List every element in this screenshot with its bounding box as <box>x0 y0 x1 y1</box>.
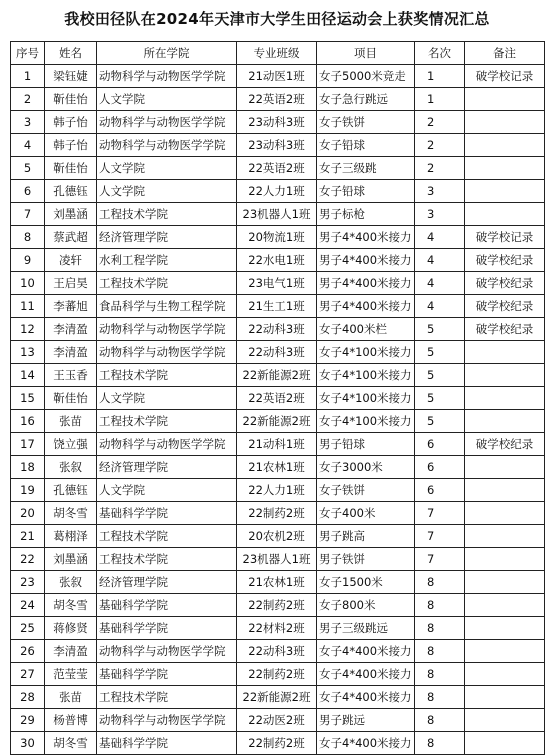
cell-index: 9 <box>11 249 45 272</box>
cell-event: 男子跳远 <box>317 709 415 732</box>
cell-class: 22动科3班 <box>237 341 317 364</box>
table-row <box>11 111 545 134</box>
cell-class: 22制药2班 <box>237 732 317 755</box>
cell-college: 人文学院 <box>97 180 237 203</box>
cell-name: 靳佳怡 <box>45 387 97 410</box>
cell-name: 靳佳怡 <box>45 88 97 111</box>
cell-rank: 8 <box>415 617 465 640</box>
cell-event: 男子4*400米接力 <box>317 226 415 249</box>
table-row <box>11 502 545 525</box>
cell-class: 20物流1班 <box>237 226 317 249</box>
cell-name: 李清盈 <box>45 318 97 341</box>
cell-event: 女子1500米 <box>317 571 415 594</box>
header-event: 项目 <box>317 42 415 65</box>
cell-event: 女子4*100米接力 <box>317 410 415 433</box>
awards-table <box>10 41 545 755</box>
cell-name: 蒋修贤 <box>45 617 97 640</box>
cell-note: 破学校纪录 <box>465 272 545 295</box>
table-row <box>11 709 545 732</box>
cell-index: 1 <box>11 65 45 88</box>
cell-class: 22新能源2班 <box>237 686 317 709</box>
cell-note <box>465 410 545 433</box>
cell-event: 女子4*400米接力 <box>317 686 415 709</box>
table-row <box>11 410 545 433</box>
cell-rank: 6 <box>415 433 465 456</box>
cell-index: 7 <box>11 203 45 226</box>
cell-class: 22动科3班 <box>237 318 317 341</box>
cell-note: 破学校记录 <box>465 226 545 249</box>
table-row <box>11 295 545 318</box>
cell-event: 男子铅球 <box>317 433 415 456</box>
cell-note <box>465 686 545 709</box>
cell-name: 刘墨涵 <box>45 203 97 226</box>
cell-class: 23机器人1班 <box>237 203 317 226</box>
cell-rank: 8 <box>415 709 465 732</box>
cell-event: 女子4*400米接力 <box>317 732 415 755</box>
cell-rank: 5 <box>415 410 465 433</box>
cell-name: 李清盈 <box>45 640 97 663</box>
cell-event: 女子3000米 <box>317 456 415 479</box>
cell-name: 王玉香 <box>45 364 97 387</box>
table-row <box>11 341 545 364</box>
cell-note <box>465 525 545 548</box>
cell-index: 19 <box>11 479 45 502</box>
cell-college: 人文学院 <box>97 387 237 410</box>
cell-class: 23动科3班 <box>237 111 317 134</box>
cell-rank: 8 <box>415 732 465 755</box>
cell-class: 22新能源2班 <box>237 364 317 387</box>
cell-name: 饶立强 <box>45 433 97 456</box>
cell-index: 17 <box>11 433 45 456</box>
table-row <box>11 134 545 157</box>
cell-rank: 8 <box>415 686 465 709</box>
table-row <box>11 387 545 410</box>
cell-index: 25 <box>11 617 45 640</box>
cell-name: 杨普博 <box>45 709 97 732</box>
cell-event: 女子400米栏 <box>317 318 415 341</box>
cell-note: 破学校纪录 <box>465 249 545 272</box>
cell-name: 张苗 <box>45 686 97 709</box>
cell-event: 女子4*400米接力 <box>317 663 415 686</box>
cell-rank: 5 <box>415 387 465 410</box>
cell-college: 动物科学与动物医学学院 <box>97 640 237 663</box>
cell-rank: 1 <box>415 88 465 111</box>
cell-college: 工程技术学院 <box>97 525 237 548</box>
cell-index: 29 <box>11 709 45 732</box>
cell-college: 工程技术学院 <box>97 548 237 571</box>
cell-college: 经济管理学院 <box>97 456 237 479</box>
table-row <box>11 157 545 180</box>
cell-class: 22英语2班 <box>237 88 317 111</box>
cell-college: 工程技术学院 <box>97 203 237 226</box>
cell-class: 22制药2班 <box>237 663 317 686</box>
table-row <box>11 249 545 272</box>
cell-rank: 7 <box>415 525 465 548</box>
cell-note: 破学校纪录 <box>465 295 545 318</box>
cell-index: 24 <box>11 594 45 617</box>
cell-note <box>465 709 545 732</box>
cell-note <box>465 640 545 663</box>
cell-note <box>465 180 545 203</box>
cell-index: 14 <box>11 364 45 387</box>
cell-name: 刘墨涵 <box>45 548 97 571</box>
cell-rank: 8 <box>415 640 465 663</box>
cell-rank: 6 <box>415 456 465 479</box>
header-class: 专业班级 <box>237 42 317 65</box>
cell-note: 破学校纪录 <box>465 433 545 456</box>
cell-note <box>465 617 545 640</box>
cell-event: 女子800米 <box>317 594 415 617</box>
cell-index: 30 <box>11 732 45 755</box>
cell-index: 13 <box>11 341 45 364</box>
cell-name: 孔德钰 <box>45 180 97 203</box>
cell-college: 经济管理学院 <box>97 226 237 249</box>
cell-index: 23 <box>11 571 45 594</box>
cell-college: 基础科学学院 <box>97 502 237 525</box>
cell-event: 女子铁饼 <box>317 479 415 502</box>
cell-note <box>465 157 545 180</box>
cell-name: 胡冬雪 <box>45 594 97 617</box>
cell-class: 22制药2班 <box>237 502 317 525</box>
cell-college: 基础科学学院 <box>97 732 237 755</box>
cell-college: 基础科学学院 <box>97 663 237 686</box>
cell-event: 女子5000米竞走 <box>317 65 415 88</box>
cell-note <box>465 548 545 571</box>
cell-rank: 2 <box>415 111 465 134</box>
cell-event: 男子标枪 <box>317 203 415 226</box>
table-row <box>11 433 545 456</box>
cell-index: 27 <box>11 663 45 686</box>
cell-note <box>465 364 545 387</box>
cell-rank: 1 <box>415 65 465 88</box>
cell-note <box>465 111 545 134</box>
cell-rank: 4 <box>415 249 465 272</box>
cell-rank: 5 <box>415 341 465 364</box>
cell-event: 女子4*100米接力 <box>317 387 415 410</box>
cell-name: 孔德钰 <box>45 479 97 502</box>
cell-index: 11 <box>11 295 45 318</box>
cell-note: 破学校记录 <box>465 65 545 88</box>
cell-name: 范莹莹 <box>45 663 97 686</box>
table-row <box>11 663 545 686</box>
cell-rank: 7 <box>415 502 465 525</box>
cell-event: 女子4*100米接力 <box>317 341 415 364</box>
cell-note <box>465 479 545 502</box>
table-row <box>11 272 545 295</box>
cell-note <box>465 341 545 364</box>
cell-index: 20 <box>11 502 45 525</box>
cell-college: 工程技术学院 <box>97 686 237 709</box>
cell-name: 李清盈 <box>45 341 97 364</box>
cell-college: 经济管理学院 <box>97 571 237 594</box>
cell-rank: 3 <box>415 180 465 203</box>
cell-class: 21动科1班 <box>237 433 317 456</box>
table-body <box>11 65 545 755</box>
cell-event: 女子三级跳 <box>317 157 415 180</box>
cell-note <box>465 134 545 157</box>
header-rank: 名次 <box>415 42 465 65</box>
cell-class: 23机器人1班 <box>237 548 317 571</box>
cell-event: 男子4*400米接力 <box>317 272 415 295</box>
cell-class: 23动科3班 <box>237 134 317 157</box>
cell-rank: 4 <box>415 272 465 295</box>
table-row <box>11 686 545 709</box>
table-row <box>11 180 545 203</box>
cell-name: 靳佳怡 <box>45 157 97 180</box>
document-title: 我校田径队在2024年天津市大学生田径运动会上获奖情况汇总 <box>64 10 490 28</box>
cell-college: 水利工程学院 <box>97 249 237 272</box>
cell-class: 22动医2班 <box>237 709 317 732</box>
cell-college: 食品科学与生物工程学院 <box>97 295 237 318</box>
cell-event: 女子铁饼 <box>317 111 415 134</box>
cell-college: 工程技术学院 <box>97 272 237 295</box>
cell-class: 21农林1班 <box>237 456 317 479</box>
cell-index: 8 <box>11 226 45 249</box>
cell-name: 韩子怡 <box>45 111 97 134</box>
cell-note <box>465 732 545 755</box>
cell-college: 基础科学学院 <box>97 617 237 640</box>
cell-note <box>465 502 545 525</box>
cell-college: 人文学院 <box>97 88 237 111</box>
header-note: 备注 <box>465 42 545 65</box>
cell-college: 动物科学与动物医学学院 <box>97 65 237 88</box>
cell-class: 22英语2班 <box>237 157 317 180</box>
table-row <box>11 640 545 663</box>
cell-index: 3 <box>11 111 45 134</box>
cell-name: 张苗 <box>45 410 97 433</box>
cell-note <box>465 88 545 111</box>
cell-index: 6 <box>11 180 45 203</box>
cell-rank: 4 <box>415 295 465 318</box>
cell-index: 22 <box>11 548 45 571</box>
cell-class: 22人力1班 <box>237 479 317 502</box>
cell-class: 21动医1班 <box>237 65 317 88</box>
cell-index: 26 <box>11 640 45 663</box>
cell-note <box>465 387 545 410</box>
cell-class: 21生工1班 <box>237 295 317 318</box>
cell-college: 动物科学与动物医学学院 <box>97 134 237 157</box>
cell-index: 12 <box>11 318 45 341</box>
cell-name: 张叙 <box>45 456 97 479</box>
cell-name: 胡冬雪 <box>45 502 97 525</box>
cell-rank: 2 <box>415 157 465 180</box>
cell-index: 5 <box>11 157 45 180</box>
cell-class: 22动科3班 <box>237 640 317 663</box>
cell-class: 20农机2班 <box>237 525 317 548</box>
cell-index: 18 <box>11 456 45 479</box>
cell-index: 15 <box>11 387 45 410</box>
cell-rank: 8 <box>415 663 465 686</box>
table-row <box>11 479 545 502</box>
cell-rank: 4 <box>415 226 465 249</box>
cell-class: 22材料2班 <box>237 617 317 640</box>
cell-note <box>465 456 545 479</box>
cell-college: 人文学院 <box>97 479 237 502</box>
cell-class: 21农林1班 <box>237 571 317 594</box>
cell-college: 动物科学与动物医学学院 <box>97 709 237 732</box>
cell-event: 女子4*400米接力 <box>317 640 415 663</box>
header-row <box>11 42 545 65</box>
cell-index: 4 <box>11 134 45 157</box>
cell-event: 男子三级跳远 <box>317 617 415 640</box>
table-row <box>11 571 545 594</box>
cell-rank: 8 <box>415 571 465 594</box>
table-header <box>11 42 545 65</box>
table-row <box>11 226 545 249</box>
table-row <box>11 594 545 617</box>
cell-event: 女子铅球 <box>317 134 415 157</box>
table-row <box>11 203 545 226</box>
header-name: 姓名 <box>45 42 97 65</box>
cell-rank: 5 <box>415 318 465 341</box>
header-college: 所在学院 <box>97 42 237 65</box>
cell-name: 葛栩泽 <box>45 525 97 548</box>
cell-name: 李蕃旭 <box>45 295 97 318</box>
cell-class: 22英语2班 <box>237 387 317 410</box>
cell-event: 女子4*100米接力 <box>317 364 415 387</box>
table-row <box>11 548 545 571</box>
cell-name: 梁钰婕 <box>45 65 97 88</box>
cell-event: 男子铁饼 <box>317 548 415 571</box>
table-row <box>11 65 545 88</box>
cell-index: 2 <box>11 88 45 111</box>
cell-event: 男子4*400米接力 <box>317 249 415 272</box>
table-row <box>11 617 545 640</box>
cell-college: 基础科学学院 <box>97 594 237 617</box>
cell-note <box>465 571 545 594</box>
cell-index: 28 <box>11 686 45 709</box>
cell-college: 动物科学与动物医学学院 <box>97 111 237 134</box>
cell-event: 男子4*400米接力 <box>317 295 415 318</box>
cell-note <box>465 203 545 226</box>
cell-class: 22水电1班 <box>237 249 317 272</box>
cell-rank: 6 <box>415 479 465 502</box>
cell-name: 凌轩 <box>45 249 97 272</box>
cell-note <box>465 663 545 686</box>
cell-class: 22新能源2班 <box>237 410 317 433</box>
cell-name: 张叙 <box>45 571 97 594</box>
cell-rank: 3 <box>415 203 465 226</box>
cell-rank: 7 <box>415 548 465 571</box>
cell-name: 蔡武超 <box>45 226 97 249</box>
cell-index: 21 <box>11 525 45 548</box>
cell-name: 胡冬雪 <box>45 732 97 755</box>
table-row <box>11 525 545 548</box>
cell-index: 10 <box>11 272 45 295</box>
cell-college: 工程技术学院 <box>97 410 237 433</box>
cell-class: 22人力1班 <box>237 180 317 203</box>
cell-college: 动物科学与动物医学学院 <box>97 433 237 456</box>
cell-college: 动物科学与动物医学学院 <box>97 318 237 341</box>
table-row <box>11 318 545 341</box>
cell-note: 破学校纪录 <box>465 318 545 341</box>
cell-college: 人文学院 <box>97 157 237 180</box>
cell-event: 男子跳高 <box>317 525 415 548</box>
table-row <box>11 456 545 479</box>
cell-rank: 8 <box>415 594 465 617</box>
cell-rank: 5 <box>415 364 465 387</box>
table-row <box>11 364 545 387</box>
cell-class: 22制药2班 <box>237 594 317 617</box>
cell-college: 工程技术学院 <box>97 364 237 387</box>
cell-note <box>465 594 545 617</box>
cell-college: 动物科学与动物医学学院 <box>97 341 237 364</box>
table-row <box>11 88 545 111</box>
cell-event: 女子400米 <box>317 502 415 525</box>
cell-name: 王启昊 <box>45 272 97 295</box>
cell-index: 16 <box>11 410 45 433</box>
cell-event: 女子急行跳远 <box>317 88 415 111</box>
table-row <box>11 732 545 755</box>
cell-name: 韩子怡 <box>45 134 97 157</box>
cell-rank: 2 <box>415 134 465 157</box>
cell-class: 23电气1班 <box>237 272 317 295</box>
header-index: 序号 <box>11 42 45 65</box>
cell-event: 女子铅球 <box>317 180 415 203</box>
